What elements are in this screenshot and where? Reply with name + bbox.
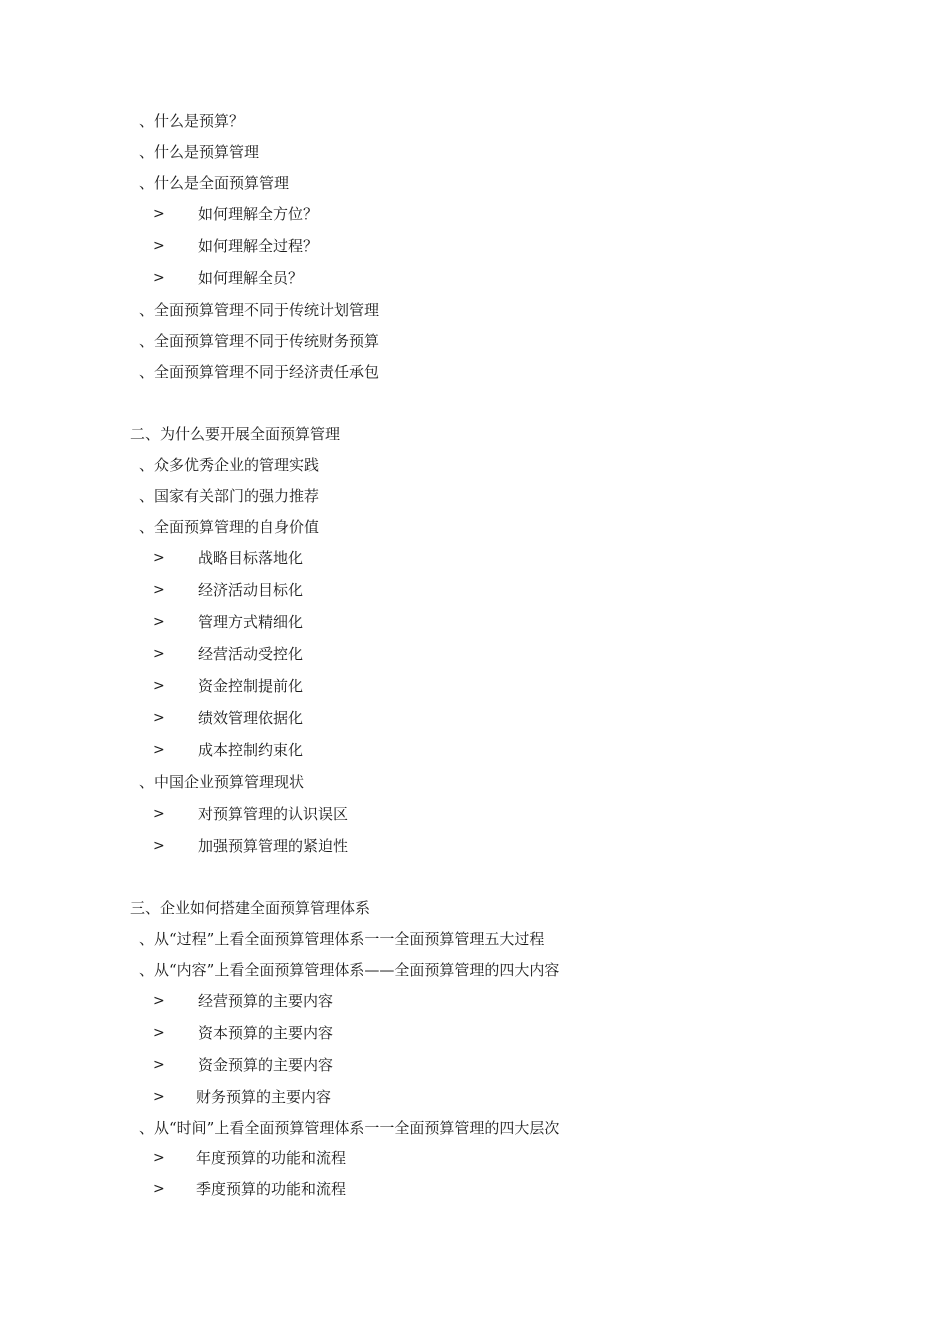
list-item: 、全面预算管理不同于传统计划管理 [139,301,380,319]
list-item: 、众多优秀企业的管理实践 [139,456,320,474]
sub-list-item: 财务预算的主要内容 [196,1088,332,1106]
sub-list-item: 如何理解全过程？ [198,237,319,255]
bullet-arrow-icon: > [153,582,165,598]
list-item: 、从“过程”上看全面预算管理体系一一全面预算管理五大过程 [139,930,545,948]
list-item: 、全面预算管理不同于经济责任承包 [139,363,380,381]
bullet-arrow-icon: > [153,270,165,286]
sub-list-item: 资本预算的主要内容 [198,1024,334,1042]
list-item: 、从“时间”上看全面预算管理体系一一全面预算管理的四大层次 [139,1119,560,1137]
bullet-arrow-icon: > [153,1181,165,1197]
section-heading: 三、企业如何搭建全面预算管理体系 [130,899,371,917]
sub-list-item: 资金预算的主要内容 [198,1056,334,1074]
sub-list-item: 季度预算的功能和流程 [196,1180,347,1198]
sub-list-item: 战略目标落地化 [198,549,304,567]
bullet-arrow-icon: > [153,993,165,1009]
bullet-arrow-icon: > [153,1057,165,1073]
bullet-arrow-icon: > [153,550,165,566]
bullet-arrow-icon: > [153,1150,165,1166]
sub-list-item: 管理方式精细化 [198,613,304,631]
list-item: 、从“内容”上看全面预算管理体系——全面预算管理的四大内容 [139,961,560,979]
list-item: 、中国企业预算管理现状 [139,773,305,791]
list-item: 、什么是预算管理 [139,143,260,161]
sub-list-item: 成本控制约束化 [198,741,304,759]
bullet-arrow-icon: > [153,1025,165,1041]
bullet-arrow-icon: > [153,238,165,254]
section-heading: 二、为什么要开展全面预算管理 [130,425,341,443]
bullet-arrow-icon: > [153,838,165,854]
bullet-arrow-icon: > [153,1089,165,1105]
bullet-arrow-icon: > [153,742,165,758]
sub-list-item: 如何理解全员？ [198,269,304,287]
list-item: 、全面预算管理不同于传统财务预算 [139,332,380,350]
bullet-arrow-icon: > [153,614,165,630]
list-item: 、什么是全面预算管理 [139,174,290,192]
bullet-arrow-icon: > [153,710,165,726]
sub-list-item: 对预算管理的认识误区 [198,805,349,823]
bullet-arrow-icon: > [153,806,165,822]
sub-list-item: 如何理解全方位？ [198,205,319,223]
sub-list-item: 经济活动目标化 [198,581,304,599]
list-item: 、国家有关部门的强力推荐 [139,487,320,505]
sub-list-item: 经营活动受控化 [198,645,304,663]
sub-list-item: 加强预算管理的紧迫性 [198,837,349,855]
sub-list-item: 年度预算的功能和流程 [196,1149,347,1167]
bullet-arrow-icon: > [153,646,165,662]
sub-list-item: 绩效管理依据化 [198,709,304,727]
list-item: 、全面预算管理的自身价值 [139,518,320,536]
sub-list-item: 经营预算的主要内容 [198,992,334,1010]
bullet-arrow-icon: > [153,678,165,694]
bullet-arrow-icon: > [153,206,165,222]
list-item: 、什么是预算？ [139,112,245,130]
sub-list-item: 资金控制提前化 [198,677,304,695]
